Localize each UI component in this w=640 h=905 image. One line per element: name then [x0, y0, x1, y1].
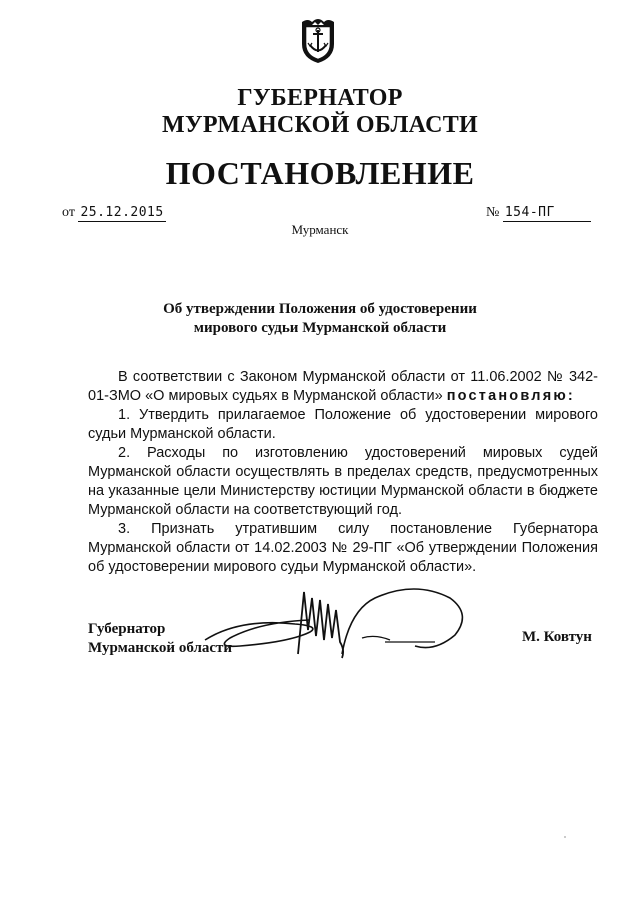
number-field-underline — [503, 205, 591, 222]
murmansk-coat-of-arms-icon — [298, 14, 338, 64]
intro-text: В соответствии с Законом Мурманской области от 11.06.2002 № 342-01-ЗМО «О мировых судьях в Мурманской области» — [88, 369, 598, 404]
number-prefix: № — [486, 205, 500, 220]
date-field-underline — [78, 205, 165, 222]
handwritten-signature — [200, 580, 480, 675]
issuing-authority — [0, 85, 640, 139]
document-type-title: ПОСТАНОВЛЕНИЕ — [165, 155, 475, 191]
signatory-title-line-2: Мурманской области — [88, 640, 233, 656]
date-value: 25.12.2015 — [80, 205, 164, 220]
signatory-title-line-1: Губернатор — [88, 621, 166, 637]
decree-subject — [0, 300, 640, 338]
decree-body — [88, 368, 598, 577]
city-name: Мурманск — [291, 222, 349, 237]
authority-line-2: МУРМАНСКОЙ ОБЛАСТИ — [162, 112, 478, 138]
date-line — [62, 205, 166, 222]
number-value: 154-ПГ — [504, 205, 555, 220]
item-3: 3. Признать утратившим силу постановление Губернатора Мурманской области от 14.02.2003 № 29-ПГ «Об утверждении Положения об удостоверении мирового судьи Мурманской области». — [88, 521, 598, 575]
decree-word: постановляю: — [446, 388, 575, 404]
item-2: 2. Расходы по изготовлению удостоверений мировых судей Мурманской области осуществлять в пределах средств, предусмотренных на указанные цели Министерству юстиции Мурманской области в бюджете Мурманской области на соответствующий год. — [88, 445, 598, 518]
subject-line-2: мирового судьи Мурманской области — [193, 320, 447, 336]
signatory-name: М. Ковтун — [522, 629, 592, 645]
item-1: 1. Утвердить прилагаемое Положение об удостоверении мирового судьи Мурманской области. — [88, 407, 598, 442]
number-line — [486, 205, 591, 222]
authority-line-1: ГУБЕРНАТОР — [237, 85, 403, 111]
scan-speck — [564, 836, 566, 838]
intro-paragraph — [88, 368, 598, 406]
date-prefix: от — [62, 205, 75, 220]
subject-line-1: Об утверждении Положения об удостоверении — [163, 301, 477, 317]
